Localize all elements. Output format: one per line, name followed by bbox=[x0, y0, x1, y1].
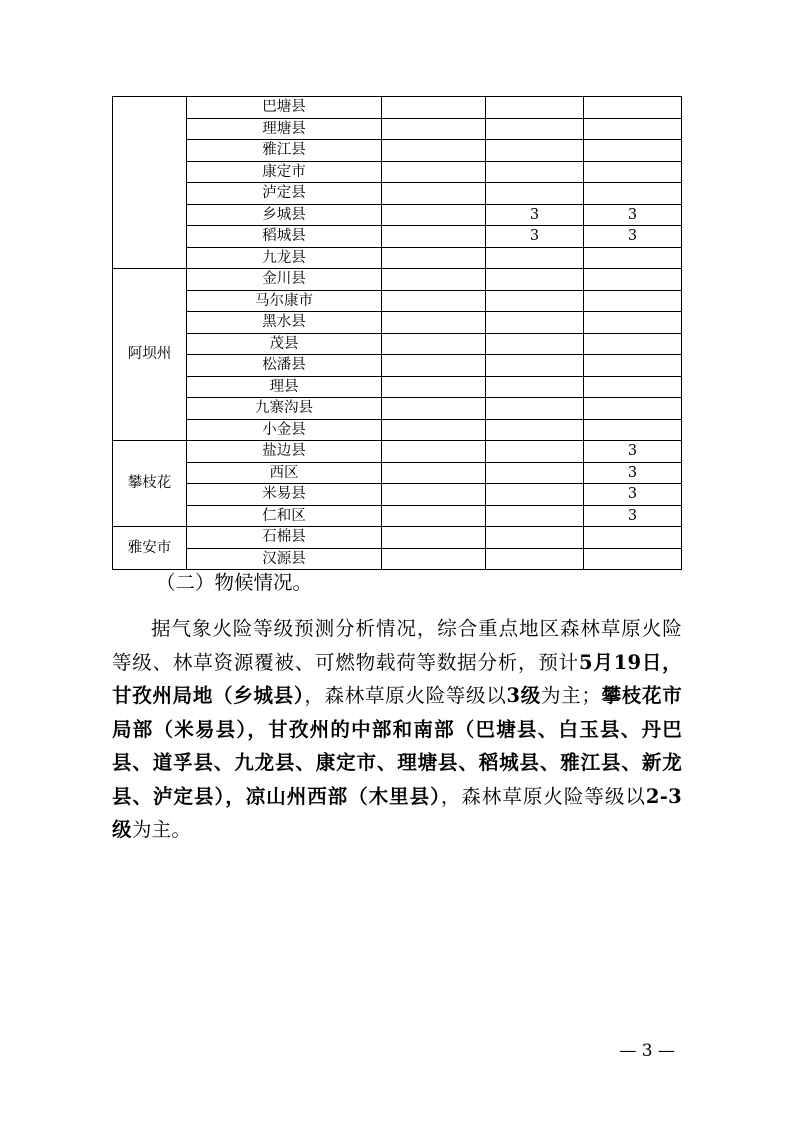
county-cell: 小金县 bbox=[187, 419, 382, 441]
value-cell bbox=[382, 247, 486, 269]
value-cell bbox=[382, 419, 486, 441]
value-cell: 3 bbox=[584, 226, 682, 248]
county-cell: 马尔康市 bbox=[187, 290, 382, 312]
text-run: ，森林草原火险等级以 bbox=[304, 684, 507, 708]
county-cell: 石棉县 bbox=[187, 527, 382, 549]
value-cell: 3 bbox=[584, 441, 682, 463]
county-cell: 汉源县 bbox=[187, 548, 382, 570]
table-row bbox=[113, 505, 682, 527]
value-cell bbox=[486, 161, 584, 183]
table-row bbox=[113, 333, 682, 355]
county-cell: 金川县 bbox=[187, 269, 382, 291]
value-cell bbox=[382, 441, 486, 463]
table-row bbox=[113, 204, 682, 226]
table-row bbox=[113, 226, 682, 248]
county-cell: 泸定县 bbox=[187, 183, 382, 205]
bold-text-run: 5月19日，甘孜州局地（乡城县） bbox=[112, 650, 682, 708]
value-cell bbox=[584, 290, 682, 312]
value-cell bbox=[584, 183, 682, 205]
value-cell bbox=[584, 97, 682, 119]
value-cell bbox=[584, 398, 682, 420]
county-cell: 松潘县 bbox=[187, 355, 382, 377]
value-cell: 3 bbox=[486, 226, 584, 248]
table-row bbox=[113, 97, 682, 119]
value-cell: 3 bbox=[584, 505, 682, 527]
value-cell: 3 bbox=[584, 204, 682, 226]
table-row bbox=[113, 376, 682, 398]
value-cell bbox=[584, 161, 682, 183]
value-cell bbox=[382, 312, 486, 334]
value-cell bbox=[486, 355, 584, 377]
region-cell: 雅安市 bbox=[113, 527, 187, 570]
value-cell bbox=[382, 290, 486, 312]
value-cell bbox=[584, 118, 682, 140]
value-cell bbox=[584, 376, 682, 398]
value-cell bbox=[486, 505, 584, 527]
bold-text-run: 3级 bbox=[506, 684, 541, 708]
county-cell: 理塘县 bbox=[187, 118, 382, 140]
value-cell bbox=[382, 484, 486, 506]
value-cell bbox=[584, 333, 682, 355]
value-cell bbox=[382, 140, 486, 162]
bold-text-run: 2-3级 bbox=[112, 784, 682, 842]
value-cell bbox=[486, 462, 584, 484]
value-cell bbox=[584, 548, 682, 570]
table-row bbox=[113, 269, 682, 291]
region-cell bbox=[113, 97, 187, 269]
table-row bbox=[113, 290, 682, 312]
county-cell: 茂县 bbox=[187, 333, 382, 355]
text-run: 据气象火险等级预测分析情况，综合重点地区森林草原火险等级、林草资源覆被、可燃物载荷等数据分析，预计 bbox=[112, 617, 682, 674]
value-cell bbox=[486, 441, 584, 463]
text-run: ，森林草原火险等级以 bbox=[440, 784, 646, 808]
table-row bbox=[113, 118, 682, 140]
value-cell: 3 bbox=[584, 484, 682, 506]
value-cell bbox=[486, 183, 584, 205]
county-cell: 康定市 bbox=[187, 161, 382, 183]
text-run: 为主。 bbox=[131, 818, 192, 842]
county-cell: 米易县 bbox=[187, 484, 382, 506]
value-cell bbox=[486, 290, 584, 312]
value-cell bbox=[584, 312, 682, 334]
value-cell: 3 bbox=[584, 462, 682, 484]
bold-text-run: 攀枝花市局部（米易县），甘孜州的中部和南部（巴塘县、白玉县、丹巴县、道孚县、九龙县、康定市、理塘县、稻城县、雅江县、新龙县、泸定县），凉山州西部（木里县） bbox=[112, 684, 682, 808]
value-cell bbox=[486, 398, 584, 420]
value-cell bbox=[486, 247, 584, 269]
value-cell bbox=[486, 269, 584, 291]
county-cell: 九龙县 bbox=[187, 247, 382, 269]
value-cell bbox=[382, 118, 486, 140]
value-cell bbox=[486, 312, 584, 334]
page-number: — 3 — bbox=[619, 1041, 675, 1061]
value-cell bbox=[486, 484, 584, 506]
table-row bbox=[113, 355, 682, 377]
value-cell bbox=[382, 462, 486, 484]
county-cell: 理县 bbox=[187, 376, 382, 398]
value-cell bbox=[584, 527, 682, 549]
value-cell bbox=[382, 204, 486, 226]
county-cell: 盐边县 bbox=[187, 441, 382, 463]
value-cell bbox=[382, 333, 486, 355]
table-row bbox=[113, 247, 682, 269]
table-row bbox=[113, 484, 682, 506]
value-cell bbox=[486, 527, 584, 549]
value-cell bbox=[382, 97, 486, 119]
value-cell bbox=[486, 140, 584, 162]
value-cell bbox=[486, 333, 584, 355]
value-cell bbox=[382, 398, 486, 420]
county-cell: 乡城县 bbox=[187, 204, 382, 226]
section-title: （二）物候情况。 bbox=[156, 571, 313, 594]
county-cell: 仁和区 bbox=[187, 505, 382, 527]
value-cell: 3 bbox=[486, 204, 584, 226]
value-cell bbox=[382, 226, 486, 248]
value-cell bbox=[584, 140, 682, 162]
table-row bbox=[113, 312, 682, 334]
table-row bbox=[113, 462, 682, 484]
value-cell bbox=[486, 97, 584, 119]
value-cell bbox=[486, 376, 584, 398]
value-cell bbox=[486, 118, 584, 140]
county-cell: 西区 bbox=[187, 462, 382, 484]
value-cell bbox=[382, 161, 486, 183]
county-cell: 巴塘县 bbox=[187, 97, 382, 119]
table-row bbox=[113, 140, 682, 162]
table-row bbox=[113, 527, 682, 549]
body-paragraph bbox=[112, 612, 682, 847]
text-run: 为主； bbox=[540, 684, 602, 708]
value-cell bbox=[382, 183, 486, 205]
county-cell: 黑水县 bbox=[187, 312, 382, 334]
value-cell bbox=[382, 355, 486, 377]
value-cell bbox=[584, 269, 682, 291]
value-cell bbox=[486, 419, 584, 441]
forecast-table-body bbox=[113, 97, 682, 570]
table-row bbox=[113, 398, 682, 420]
value-cell bbox=[382, 527, 486, 549]
value-cell bbox=[382, 269, 486, 291]
table-row bbox=[113, 419, 682, 441]
value-cell bbox=[584, 247, 682, 269]
county-cell: 雅江县 bbox=[187, 140, 382, 162]
value-cell bbox=[382, 376, 486, 398]
table-row bbox=[113, 183, 682, 205]
county-cell: 九寨沟县 bbox=[187, 398, 382, 420]
county-cell: 稻城县 bbox=[187, 226, 382, 248]
value-cell bbox=[584, 355, 682, 377]
table-row bbox=[113, 441, 682, 463]
table-row bbox=[113, 161, 682, 183]
forecast-table bbox=[112, 96, 682, 570]
value-cell bbox=[382, 505, 486, 527]
region-cell: 攀枝花 bbox=[113, 441, 187, 527]
region-cell: 阿坝州 bbox=[113, 269, 187, 441]
value-cell bbox=[584, 419, 682, 441]
